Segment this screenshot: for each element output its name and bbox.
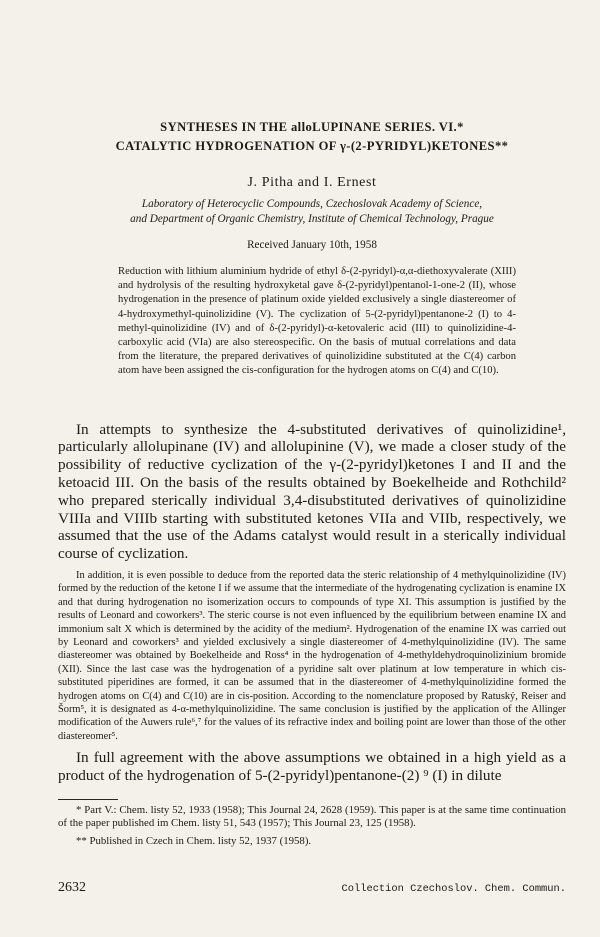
footnote-rule <box>58 799 118 800</box>
abstract: Reduction with lithium aluminium hydride of ethyl δ-(2-pyridyl)-α,α-diethoxyvalerate (XIII) and hydrolysis of the resulting hydroxyketal gave δ-(2-pyridyl)pentanol-1-one-2 (II), whose hydrogenation in the presence of platinum oxide yielded exclusively a single diastereomer of 4-hydroxymethyl-quinolizidine (V). The cyclization of 5-(2-pyridyl)pentanone-2 (I) to 4-methyl-quinolizidine (IV) and of δ-(2-pyridyl)-α-ketovaleric acid (III) to quinolizidine-4-carboxylic acid (VIa) are also stereospecific. On the basis of mutual correlations and data from the literature, the prepared derivatives of quinolizidine substituted at the C(4) carbon atom have been assigned the cis-configuration for the hydrogen atoms on C(4) and C(10). <box>118 266 516 377</box>
journal-name: Collection Czechoslov. Chem. Commun. <box>341 883 566 895</box>
paper-title-line-2: CATALYTIC HYDROGENATION OF γ-(2-PYRIDYL)KETONES** <box>115 139 509 153</box>
footnote-1: * Part V.: Chem. listy 52, 1933 (1958); This Journal 24, 2628 (1959). This paper is at the same time continuation of the paper published im Chem. listy 51, 543 (1957); This Journal 23, 125 (1958). <box>58 803 566 830</box>
page-footer <box>58 880 566 896</box>
affiliation-line-1: Laboratory of Heterocyclic Compounds, Czechoslovak Academy of Science, <box>141 198 483 210</box>
paragraph-2: In addition, it is even possible to deduce from the reported data the steric relationship of 4 methylquinolizidine (IV) formed by the reduction of the ketone I if we assume that the intermediate of the hydrogenating cyclization is enamine IX and that during hydrogenation no isomerization occurs to compounds of type XI. This assumption is justified by the results of Leonard and coworkers³. The steric course is not even influenced by the equilibrium between enamine IX and immonium salt X which is determined by the acidity of the medium². Hydrogenation of the enamine IX was carried out by Leonard and coworkers³ and yielded exclusively a single diastereomer of 4-methylquinolizidine (IV). The same diastereomer was obtained by Boekelheide and Ross⁴ in the hydrogenation of 4-methyldehydroquinolizinium bromide (XII). Since the last case was the hydrogenation of a pyridine salt over platinum at low temperature in which cis-substituted piperidines are formed, it can be assumed that in the diastereomer of 4-methylquinolizidine formed the hydrogen atoms on C(4) and C(10) are in cis-position. According to the nomenclature proposed by Ratuský, Reiser and Šorm⁵, it is designated as 4-α-methylquinolizidine. The same conclusion is justified by the application of the Allinger modification of the Auwers rule⁶,⁷ for the values of its refractive index and boiling point are lower than those of the other diastereomer⁵. <box>58 570 566 742</box>
affiliation-line-2: and Department of Organic Chemistry, Institute of Chemical Technology, Prague <box>130 213 494 225</box>
paragraph-3: In full agreement with the above assumptions we obtained in a high yield as a product of the hydrogenation of 5-(2-pyridyl)pentanone-(2) ⁹ (I) in dilute <box>58 749 566 785</box>
received-date: Received January 10th, 1958 <box>247 239 377 251</box>
footnote-2: ** Published in Czech in Chem. listy 52, 1937 (1958). <box>76 835 312 848</box>
paper-title-line-1: SYNTHESES IN THE alloLUPINANE SERIES. VI.* <box>160 120 464 134</box>
page-number: 2632 <box>58 880 86 895</box>
paragraph-1: In attempts to synthesize the 4-substituted derivatives of quinolizidine¹, particularly allolupinane (IV) and allolupinine (V), we made a closer study of the possibility of reductive cyclization of the γ-(2-pyridyl)ketones I and II and the ketoacid III. On the basis of the results obtained by Boekelheide and Rothchild² who prepared sterically individual 3,4-disubstituted derivatives of quinolizidine VIIIa and VIIIb starting with substituted ketones VIIa and VIIb, respectively, we assumed that the use of the Adams catalyst would result in a sterically individual course of cyclization. <box>58 420 566 563</box>
authors: J. Pitha and I. Ernest <box>247 175 377 190</box>
